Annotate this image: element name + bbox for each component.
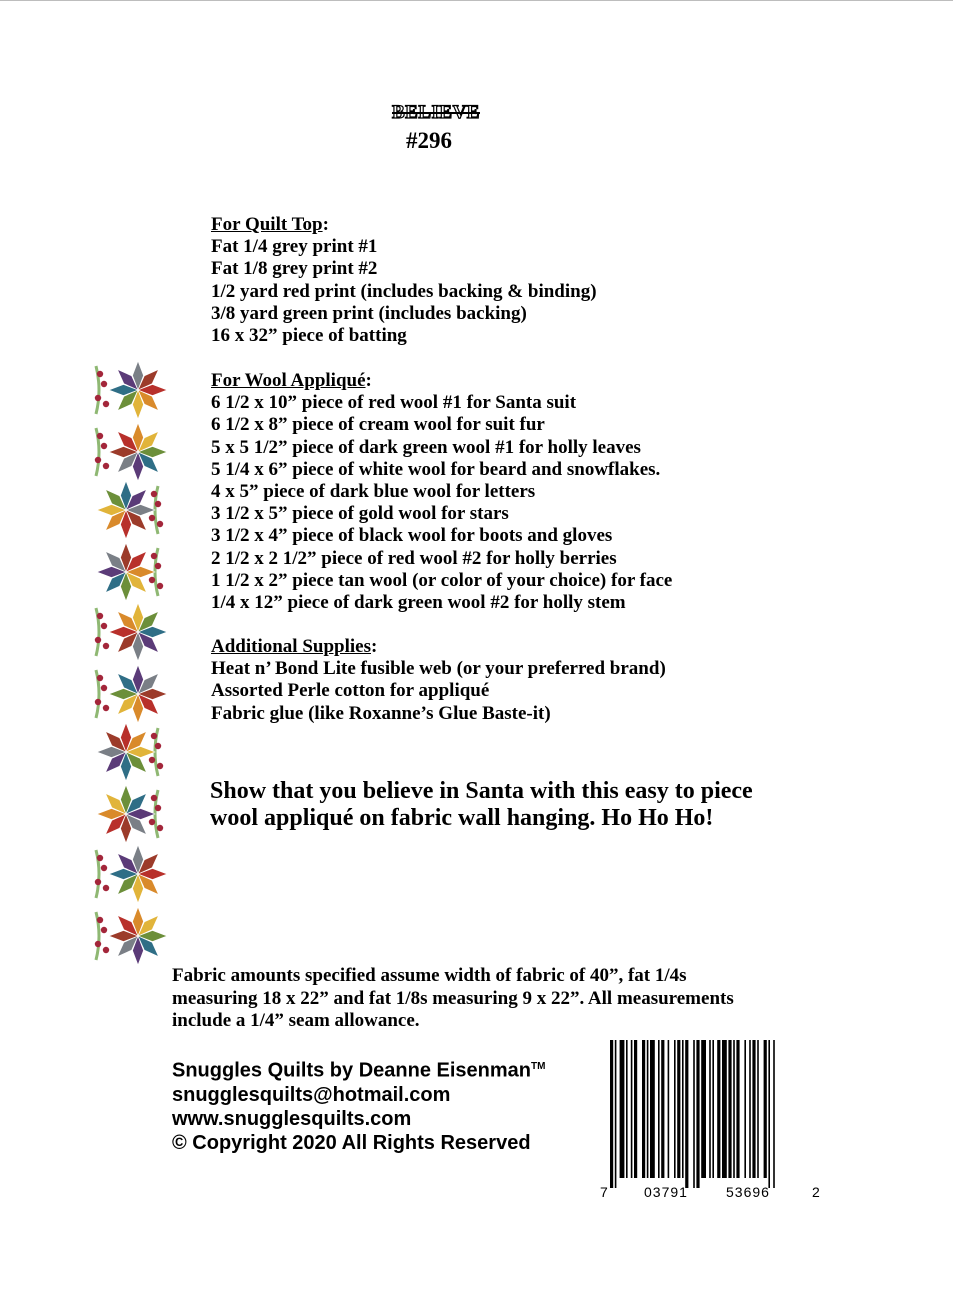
barcode-bar — [634, 1040, 637, 1178]
berry-dot — [157, 521, 163, 527]
pattern-number: #296 — [406, 128, 452, 153]
barcode-bar — [752, 1040, 755, 1178]
barcode-bar — [757, 1040, 759, 1178]
berry-dot — [155, 743, 161, 749]
list-item: Assorted Perle cotton for appliqué — [211, 680, 490, 702]
copyright-notice: © Copyright 2020 All Rights Reserved — [172, 1131, 531, 1154]
berry-dot — [103, 947, 109, 953]
company-name: Snuggles Quilts by Deanne Eisenman™ — [172, 1059, 546, 1082]
list-item: 3 1/2 x 5” piece of gold wool for stars — [211, 503, 509, 525]
list-item: 5 1/4 x 6” piece of white wool for beard and snowflakes. — [211, 458, 661, 480]
tagline: Show that you believe in Santa with this easy to piece wool appliqué on fabric wall hanging. Ho Ho Ho! — [210, 778, 753, 831]
barcode-bar — [682, 1040, 684, 1178]
barcode-bar — [615, 1040, 617, 1188]
additional-supplies-section: Additional Supplies: Heat n’ Bond Lite fusible web (or your preferred brand) Assorted Perle cotton for appliqué Fabric glue (like Roxanne’s Glue Baste-it) — [211, 636, 666, 724]
berry-dot — [97, 855, 103, 861]
berry-dot — [149, 515, 155, 521]
berry-dot — [101, 865, 107, 871]
barcode-digit-first: 7 — [600, 1184, 608, 1200]
barcode-bar — [674, 1040, 676, 1178]
top-divider — [0, 0, 953, 1]
berry-dot — [101, 927, 107, 933]
barcode-bar — [701, 1040, 706, 1178]
list-item: 5 x 5 1/2” piece of dark green wool #1 for holly leaves — [211, 436, 641, 458]
barcode-bar — [733, 1040, 735, 1178]
list-item: 2 1/2 x 2 1/2” piece of red wool #2 for holly berries — [211, 547, 617, 569]
berry-dot — [97, 613, 103, 619]
pattern-title — [392, 102, 480, 124]
berry-dot — [103, 885, 109, 891]
additional-supplies-heading: Additional Supplies — [211, 636, 371, 657]
list-item: Fat 1/4 grey print #1 — [211, 236, 378, 258]
barcode-bar — [668, 1040, 670, 1178]
berry-dot — [95, 879, 101, 885]
berry-dot — [149, 819, 155, 825]
barcode-bar — [764, 1040, 767, 1178]
berry-dot — [97, 917, 103, 923]
list-item: 6 1/2 x 10” piece of red wool #1 for Santa suit — [211, 392, 577, 414]
list-item: 3 1/2 x 4” piece of black wool for boots and gloves — [211, 525, 613, 547]
list-item: 3/8 yard green print (includes backing) — [211, 302, 527, 324]
believe-logo: BELIEVE — [392, 102, 480, 123]
list-item: 4 x 5” piece of dark blue wool for letters — [211, 481, 536, 503]
berry-dot — [157, 583, 163, 589]
quilt-top-section: For Quilt Top: Fat 1/4 grey print #1 Fat 1/8 grey print #2 1/2 yard red print (includes backing & binding) 3/8 yard green print (includes backing) 16 x 32” piece of batting — [211, 214, 597, 347]
barcode-bar — [620, 1040, 625, 1178]
barcode-group-right: 53696 — [726, 1184, 770, 1200]
berry-dot — [149, 577, 155, 583]
barcode-group-left: 03791 — [644, 1184, 688, 1200]
barcode-bar — [661, 1040, 664, 1178]
berry-dot — [101, 443, 107, 449]
barcode-bar — [677, 1040, 680, 1178]
berry-dot — [103, 643, 109, 649]
quilt-top-heading: For Quilt Top — [211, 214, 323, 235]
list-item: Fabric glue (like Roxanne’s Glue Baste-it) — [211, 702, 551, 724]
barcode-bar — [773, 1040, 775, 1188]
barcode-digit-last: 2 — [812, 1184, 820, 1200]
barcode-bar — [642, 1040, 645, 1178]
barcode-bar — [736, 1040, 739, 1178]
berry-dot — [157, 825, 163, 831]
email-address: snugglesquilts@hotmail.com — [172, 1083, 451, 1106]
barcode-bar — [722, 1040, 727, 1178]
wool-applique-section: For Wool Appliqué: 6 1/2 x 10” piece of red wool #1 for Santa suit 6 1/2 x 8” piece of cream wool for suit fur 5 x 5 1/2” piece of dark green wool #1 for holly leaves 5 1/4 x 6” piece of white wool for beard and snowflakes. 4 x 5” piece of dark blue wool for letters 3 1/2 x 5” piece of gold wool for stars 3 1/2 x 4” piece of black wool for boots and gloves 2 1/2 x 2 1/2” piece of red wool #2 for holly berries 1 1/2 x 2” piece tan wool (or color of your choice) for face 1/4 x 12” piece of dark green wool #2 for holly stem — [211, 370, 673, 614]
wool-applique-heading: For Wool Appliqué — [211, 370, 366, 391]
berry-dot — [151, 795, 157, 801]
barcode-bar — [717, 1040, 720, 1178]
berry-dot — [157, 763, 163, 769]
upc-barcode — [600, 1035, 825, 1205]
berry-dot — [151, 553, 157, 559]
berry-dot — [95, 457, 101, 463]
website-url: www.snugglesquilts.com — [172, 1107, 412, 1130]
berry-dot — [95, 699, 101, 705]
barcode-bar — [709, 1040, 711, 1178]
berry-dot — [151, 733, 157, 739]
barcode-bar — [658, 1040, 660, 1178]
list-item: 1/4 x 12” piece of dark green wool #2 for holly stem — [211, 592, 626, 614]
berry-dot — [149, 757, 155, 763]
barcode-bar — [744, 1040, 746, 1178]
berry-dot — [155, 805, 161, 811]
berry-dot — [103, 463, 109, 469]
list-item: 16 x 32” piece of batting — [211, 325, 407, 347]
barcode-bar — [712, 1040, 714, 1178]
berry-dot — [101, 381, 107, 387]
barcode-bar — [696, 1040, 699, 1188]
berry-dot — [95, 637, 101, 643]
barcode-bar — [650, 1040, 655, 1178]
barcode-bar — [685, 1040, 688, 1188]
barcode-bar — [728, 1040, 731, 1178]
trademark-mark: TM — [530, 1061, 546, 1072]
barcode-bar — [749, 1040, 751, 1178]
barcode-bar — [647, 1040, 649, 1178]
berry-dot — [155, 501, 161, 507]
berry-dot — [95, 941, 101, 947]
berry-dot — [155, 563, 161, 569]
list-item: Heat n’ Bond Lite fusible web (or your preferred brand) — [211, 658, 666, 680]
berry-dot — [151, 491, 157, 497]
list-item: 1 1/2 x 2” piece tan wool (or color of your choice) for face — [211, 569, 673, 591]
fabric-note: Fabric amounts specified assume width of fabric of 40”, fat 1/4s measuring 18 x 22” and fat 1/8s measuring 9 x 22”. All measurements include a 1/4” seam allowance. — [172, 965, 734, 1031]
berry-dot — [101, 623, 107, 629]
berry-dot — [97, 371, 103, 377]
berry-dot — [97, 675, 103, 681]
list-item: 6 1/2 x 8” piece of cream wool for suit fur — [211, 414, 545, 436]
berry-dot — [95, 395, 101, 401]
contact-info — [172, 1055, 545, 1155]
barcode-bar — [693, 1040, 695, 1188]
berry-dot — [97, 433, 103, 439]
barcode-bar — [768, 1040, 770, 1188]
list-item: 1/2 yard red print (includes backing & binding) — [211, 280, 597, 302]
barcode-bar — [626, 1040, 628, 1178]
barcode-bar — [610, 1040, 613, 1188]
berry-dot — [103, 401, 109, 407]
star-border-decoration — [88, 360, 174, 975]
berry-dot — [101, 685, 107, 691]
list-item: Fat 1/8 grey print #2 — [211, 258, 378, 280]
berry-dot — [103, 705, 109, 711]
barcode-bar — [631, 1040, 633, 1178]
